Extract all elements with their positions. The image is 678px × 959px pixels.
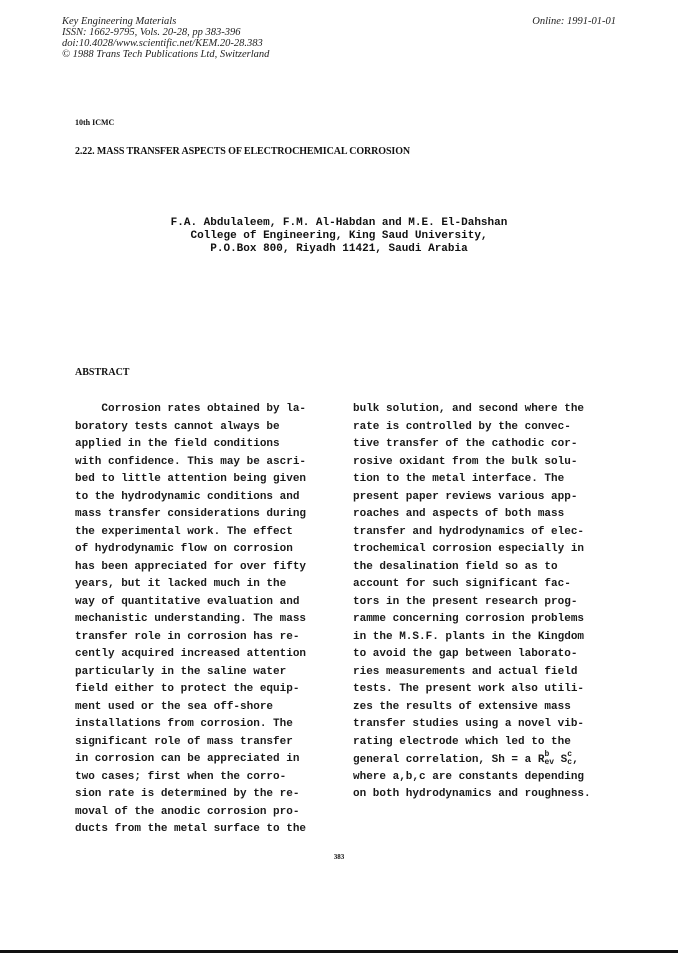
- text-line: ment used or the sea off-shore: [75, 700, 274, 713]
- text-line: Corrosion rates obtained by la-: [75, 403, 307, 415]
- text-line: tests. The present work also utili-: [353, 683, 585, 695]
- text-line: moval of the anodic corrosion pro-: [75, 805, 300, 818]
- copyright-line: © 1988 Trans Tech Publications Ltd, Switzerland: [62, 49, 270, 60]
- text-line: particularly in the saline water: [75, 665, 287, 678]
- text-line: in the M.S.F. plants in the Kingdom: [353, 630, 585, 643]
- conference-label: 10th ICMC: [75, 118, 115, 127]
- formula-mid: S: [554, 753, 568, 766]
- text-line: rate is controlled by the convec-: [353, 420, 571, 433]
- text-line: mechanistic understanding. The mass: [75, 613, 307, 625]
- text-line: installations from corrosion. The: [75, 718, 293, 730]
- text-line: ries measurements and actual field: [353, 665, 578, 678]
- formula-exponent-b: b: [544, 750, 550, 759]
- text-line: the experimental work. The effect: [75, 525, 293, 538]
- text-line: ducts from the metal surface to the: [75, 823, 307, 835]
- issn-line: ISSN: 1662-9795, Vols. 20-28, pp 383-396: [62, 27, 241, 38]
- bottom-rule: [0, 950, 678, 953]
- text-line: rosive oxidant from the bulk solu-: [353, 455, 578, 468]
- author-block: [0, 217, 678, 256]
- text-line: field either to protect the equip-: [75, 683, 300, 695]
- text-line: on both hydrodynamics and roughness.: [353, 788, 591, 800]
- text-line: mass transfer considerations during: [75, 508, 307, 520]
- text-line: way of quantitative evaluation and: [75, 595, 300, 608]
- text-line: has been appreciated for over fifty: [75, 560, 307, 573]
- text-line: rating electrode which led to the: [353, 735, 571, 748]
- abstract-left-column: [75, 401, 345, 839]
- text-line: two cases; first when the corro-: [75, 770, 287, 783]
- text-line: zes the results of extensive mass: [353, 700, 571, 713]
- text-line: with confidence. This may be ascri-: [75, 455, 307, 468]
- text-line: transfer role in corrosion has re-: [75, 630, 300, 643]
- text-line: applied in the field conditions: [75, 438, 280, 450]
- correlation-formula-line: [353, 751, 625, 769]
- text-line: the desalination field so as to: [353, 560, 558, 573]
- text-line: ramme concerning corrosion problems: [353, 613, 585, 625]
- author-address: P.O.Box 800, Riyadh 11421, Saudi Arabia: [210, 243, 468, 255]
- formula-subscript-ev: ev: [544, 758, 555, 767]
- formula-prefix: general correlation, Sh = a R: [353, 753, 545, 766]
- text-line: in corrosion can be appreciated in: [75, 753, 300, 765]
- online-date: Online: 1991-01-01: [532, 16, 616, 27]
- text-line: sion rate is determined by the re-: [75, 788, 300, 800]
- author-affiliation: College of Engineering, King Saud University,: [190, 230, 488, 242]
- formula-suffix: ,: [572, 753, 579, 766]
- text-line: transfer and hydrodynamics of elec-: [353, 525, 585, 538]
- text-line: roaches and aspects of both mass: [353, 508, 565, 520]
- text-line: where a,b,c are constants depending: [353, 770, 585, 783]
- text-line: account for such significant fac-: [353, 578, 571, 590]
- formula-subscript-c: c: [567, 758, 573, 767]
- abstract-heading: ABSTRACT: [75, 367, 130, 378]
- text-line: present paper reviews various app-: [353, 490, 578, 503]
- text-line: to avoid the gap between laborato-: [353, 648, 578, 660]
- paper-title: 2.22. MASS TRANSFER ASPECTS OF ELECTROCHEMICAL CORROSION: [75, 146, 411, 157]
- text-line: of hydrodynamic flow on corrosion: [75, 543, 293, 555]
- text-line: bed to little attention being given: [75, 473, 307, 485]
- text-line: to the hydrodynamic conditions and: [75, 490, 300, 503]
- text-line: trochemical corrosion especially in: [353, 543, 585, 555]
- text-line: cently acquired increased attention: [75, 648, 307, 660]
- journal-metadata: [62, 16, 269, 60]
- page-number: 383: [333, 853, 345, 861]
- text-line: bulk solution, and second where the: [353, 403, 585, 415]
- journal-name: Key Engineering Materials: [62, 16, 177, 27]
- text-line: tors in the present research prog-: [353, 595, 578, 608]
- abstract-right-column: [353, 401, 625, 804]
- text-line: tion to the metal interface. The: [353, 473, 565, 485]
- text-line: boratory tests cannot always be: [75, 420, 280, 433]
- text-line: years, but it lacked much in the: [75, 578, 287, 590]
- text-line: significant role of mass transfer: [75, 735, 293, 748]
- text-line: transfer studies using a novel vib-: [353, 718, 585, 730]
- doi-line: doi:10.4028/www.scientific.net/KEM.20-28.383: [62, 38, 263, 49]
- formula-exponent-c: c: [567, 750, 573, 759]
- text-line: tive transfer of the cathodic cor-: [353, 438, 578, 450]
- author-names: F.A. Abdulaleem, F.M. Al-Habdan and M.E. El-Dahshan: [170, 217, 508, 229]
